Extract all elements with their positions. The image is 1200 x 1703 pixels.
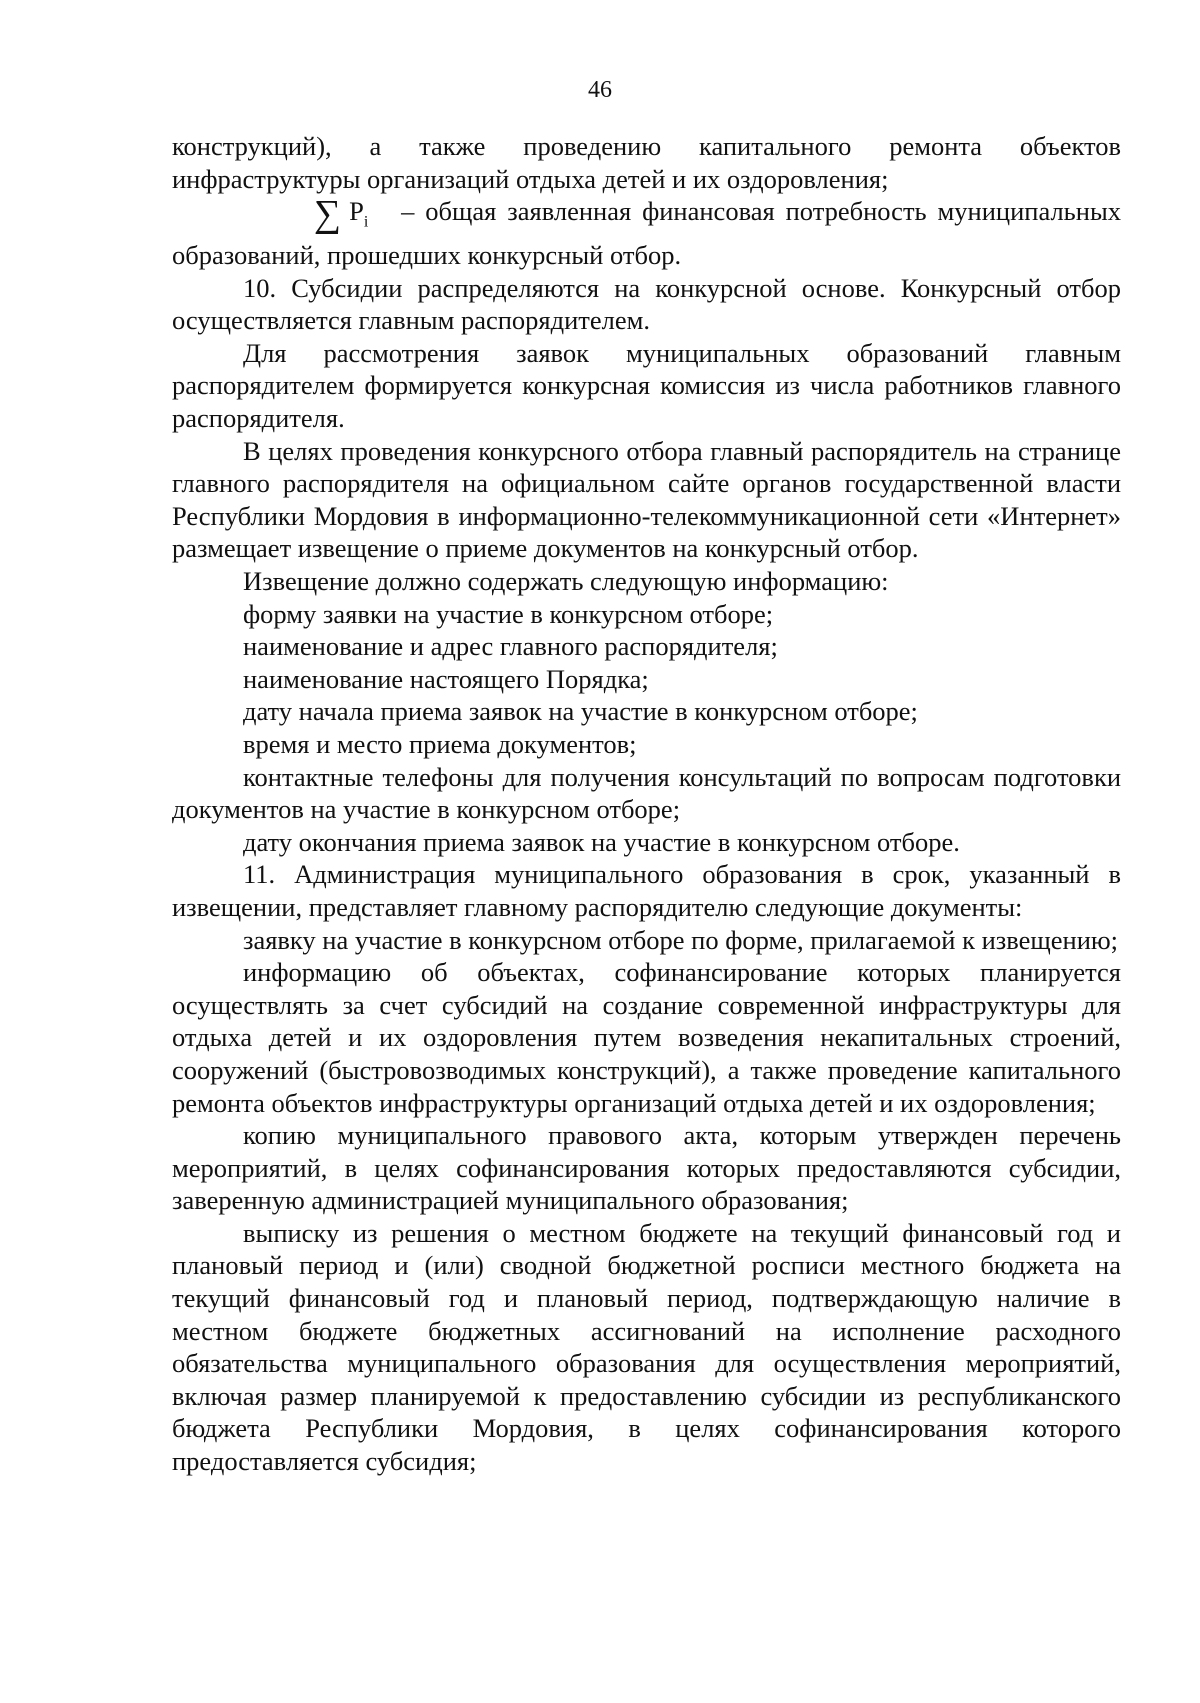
list-item: дату окончания приема заявок на участие в конкурсном отборе. (243, 826, 960, 857)
list-item: заявку на участие в конкурсном отборе по форме, прилагаемой к извещению; (243, 924, 1119, 955)
formula-variable: $P_i$ (349, 196, 369, 231)
formula-description: – общая заявленная финансовая потребность муниципальных образований, прошедших конкурсный отбор. (172, 196, 1122, 271)
paragraph: Для рассмотрения заявок муниципальных образований главным распорядителем формируется конкурсная комиссия из числа работников главного распорядителя. (172, 337, 1121, 434)
formula-paragraph (172, 195, 1121, 271)
paragraph: Извещение должно содержать следующую информацию: (243, 566, 889, 597)
list-item: время и место приема документов; (243, 728, 637, 759)
document-body (172, 130, 1121, 1478)
list-item: контактные телефоны для получения консультаций по вопросам подготовки документов на участие в конкурсном отборе; (172, 761, 1121, 825)
paragraph: 10. Субсидии распределяются на конкурсной основе. Конкурсный отбор осуществляется главным распорядителем. (172, 272, 1121, 336)
list-item: наименование и адрес главного распорядителя; (243, 631, 778, 662)
paragraph: 11. Администрация муниципального образования в срок, указанный в извещении, представляет главному распорядителю следующие документы: (172, 859, 1121, 922)
list-item: дату начала приема заявок на участие в конкурсном отборе; (243, 696, 918, 727)
list-item: информацию об объектах, софинансирование которых планируется осуществлять за счет субсидий на создание современной инфраструктуры для отдыха детей и их оздоровления путем возведения некапитальных строений, сооружений (быстровозводимых конструкций), а также проведение капитального ремонта объектов инфраструктуры организаций отдыха детей и их оздоровления; (172, 957, 1121, 1118)
sum-symbol: ∑ (314, 193, 342, 236)
paragraph: В целях проведения конкурсного отбора главный распорядитель на странице главного распорядителя на официальном сайте органов государственной власти Республики Мордовия в информационно-телекоммуникационной сети «Интернет» размещает извещение о приеме документов на конкурсный отбор. (172, 435, 1121, 564)
list-item: выписку из решения о местном бюджете на текущий финансовый год и плановый период и (или) сводной бюджетной росписи местного бюджета на текущий финансовый год и плановый период, подтверждающую наличие в местном бюджете бюджетных ассигнований на исполнение расходного обязательства муниципального образования для осуществления мероприятий, включая размер планируемой к предоставлению субсидии из республиканского бюджета Республики Мордовия, в целях софинансирования которого предоставляется субсидия; (172, 1217, 1121, 1477)
page-number: 46 (588, 77, 612, 103)
list-item: форму заявки на участие в конкурсном отборе; (243, 598, 774, 629)
paragraph: конструкций), а также проведению капитального ремонта объектов инфраструктуры организаций отдыха детей и их оздоровления; (172, 131, 1121, 194)
list-item: наименование настоящего Порядка; (243, 663, 649, 694)
list-item: копию муниципального правового акта, которым утвержден перечень мероприятий, в целях софинансирования которых предоставляются субсидии, заверенную администрацией муниципального образования; (172, 1120, 1121, 1216)
